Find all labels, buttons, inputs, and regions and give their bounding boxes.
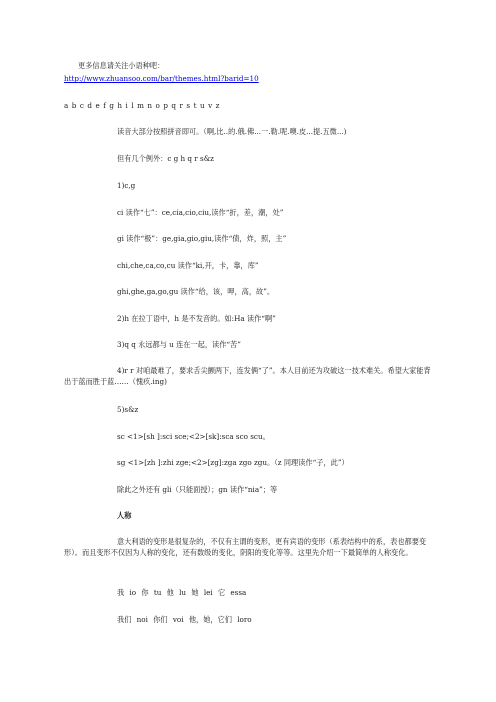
bar-link[interactable]: http://www.zhuansoo.com/bar/themes.html?barid=10 [64, 74, 259, 83]
intro-text: 更多信息请关注小语种吧： [78, 61, 165, 70]
rule-chi: chi,che,ca,co,cu 读作“ki,开，卡，靠，库” [117, 261, 259, 270]
rule-sc: sc <1>[sh ]:sci sce;<2>[sk]:sca sco scu。 [117, 432, 270, 441]
rule-sg: sg <1>[zh ]:zhi zge;<2>[zg]:zga zgo zgu。（z 同理读作“子，此”） [117, 458, 349, 467]
rule-ghi: ghi,ghe,ga,go,gu 读作“给，该，呷，高，故”。 [117, 287, 275, 296]
rule-gi: gi 读作“极”：ge,gia,gio,giu,读作“债，炸，照，主” [117, 234, 287, 243]
section-heading-cg: 1)c,g [117, 181, 136, 190]
alphabet-line: a b c d e f g h i l m n o p q r s t u v z [64, 101, 221, 110]
section-heading-person: 人称 [117, 511, 132, 520]
exceptions-line: 但有几个例外：c g h q r s&z [117, 154, 214, 163]
pronunciation-intro: 读音大部分按照拼音即可。（啊,比..的.俄.佛...一.勒.呢.噢.皮...提.五微...) [117, 127, 347, 136]
rule-ci: ci 读作“七”：ce,cia,cio,ciu,读作“折，差，潮，处” [117, 208, 284, 217]
pronouns-singular: 我 io 你 tu 他 lu 她 lei 它 essa [117, 588, 247, 597]
pronouns-plural: 我们 noi 你们 voi 他，她，它们 loro [117, 615, 252, 624]
rule-r-paragraph: 4)r r 对咱最难了，要求舌尖颤两下，连发俩“了”。本人目前还为攻破这一技术难关。希望大家能背出于蓝而胜于蓝……（愧疚.ing) [64, 366, 431, 386]
section-heading-sz: 5)s&z [117, 405, 139, 414]
section-heading-q: 3)q q 永远都与 u 连在一起，读作“苦” [117, 340, 241, 349]
section-heading-h: 2)h 在拉丁语中，h 是不发音的。如:Ha 读作“啊” [117, 314, 276, 323]
person-paragraph: 意大利语的变形是很复杂的，不仅有主谓的变形，更有宾语的变形（系表结构中的系，表也都要变形）。而且变形不仅因为人称的变化，还有数级的变化，阴阳的变化等等。这里先介绍一下最简单的人称变化。 [64, 537, 427, 557]
extra-rules: 除此之外还有 gli（只能面授）；gn 读作“nia”；等 [117, 485, 278, 494]
